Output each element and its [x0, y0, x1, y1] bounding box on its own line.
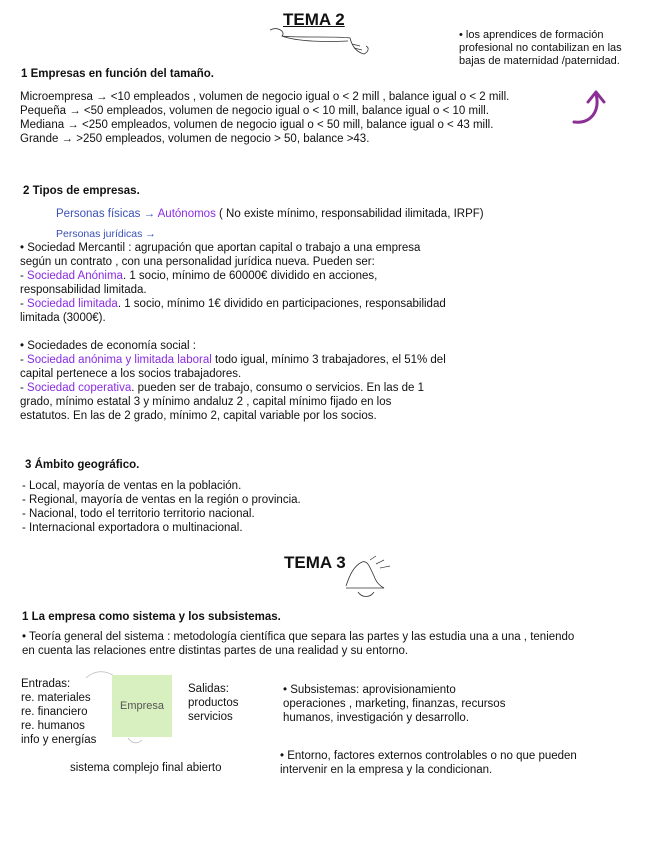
coop-line: grado, mínimo estatal 3 y mínimo andaluz 2 , capital mínimo fijado en los: [20, 396, 392, 408]
tamano-line: Microempresa → <10 empleados , volumen de negocio igual o < 2 mill , balance igual o < 2 mill.: [20, 91, 510, 103]
sa-detail: . 1 socio, mínimo de 60000€ dividido en acciones,: [122, 270, 378, 282]
subsistemas-line: operaciones , marketing, finanzas, recursos: [283, 698, 506, 710]
teoria-line: en cuenta las relaciones entre distintas partes de una realidad y su entorno.: [22, 645, 409, 657]
ambito-line: - Regional, mayoría de ventas en la región o provincia.: [22, 494, 301, 506]
sistema-caption: sistema complejo final abierto: [70, 762, 222, 774]
sa-label: Sociedad Anónima: [27, 270, 123, 282]
mercantil-line: • Sociedad Mercantil : agrupación que aportan capital o trabajo a una empresa: [20, 242, 421, 254]
salidas-line: productos: [188, 697, 239, 709]
entradas-line: re. financiero: [21, 706, 88, 718]
personas-fisicas-line: [56, 207, 484, 221]
personas-fisicas-label: Personas físicas: [56, 208, 141, 220]
sa-line2: responsabilidad limitada.: [20, 284, 147, 296]
salidas-line: servicios: [188, 711, 233, 723]
ambito-line: - Internacional exportadora o multinacional.: [22, 522, 243, 534]
entradas-line: re. materiales: [21, 692, 91, 704]
empresa-label: Empresa: [119, 700, 165, 712]
section-sistema-heading: 1 La empresa como sistema y los subsistemas.: [22, 611, 281, 623]
entorno-block: [280, 749, 577, 777]
section-tamano-heading: 1 Empresas en función del tamaño.: [21, 68, 214, 80]
section-ambito-heading: 3 Ámbito geográfico.: [25, 459, 140, 471]
sal-line: - Sociedad anónima y limitada laboral todo igual, mínimo 3 trabajadores, el 51% del: [20, 354, 446, 366]
note-line: • los aprendices de formación: [459, 29, 604, 41]
teoria-block: [22, 630, 574, 658]
entradas-list: [21, 677, 96, 747]
note-line: bajas de maternidad /paternidad.: [459, 55, 620, 67]
social-line: • Sociedades de economía social :: [20, 340, 196, 352]
arrow: →: [140, 208, 158, 220]
aprendices-note: [459, 29, 622, 68]
sl-detail: . 1 socio, mínimo 1€ dividido en participaciones, responsabilidad: [117, 298, 446, 310]
ambito-line: - Local, mayoría de ventas en la población.: [22, 480, 242, 492]
coop-detail: . pueden ser de trabajo, consumo o servicios. En las de 1: [131, 382, 425, 394]
flow-arrow-icon: [126, 736, 146, 746]
entorno-line: • Entorno, factores externos controlables o no que pueden: [280, 750, 577, 762]
sl-line2: limitada (3000€).: [20, 312, 106, 324]
mercantil-line: según un contrato , con una personalidad jurídica nueva. Pueden ser:: [20, 256, 375, 268]
sa-line: - Sociedad Anónima. 1 socio, mínimo de 60000€ dividido en acciones,: [20, 270, 378, 282]
section-tipos-heading: 2 Tipos de empresas.: [23, 185, 140, 197]
doodle-bell-icon: [340, 552, 396, 600]
coop-line: - Sociedad coperativa. pueden ser de trabajo, consumo o servicios. En las de 1: [20, 382, 425, 394]
salidas-list: [188, 682, 239, 724]
personas-juridicas-label: Personas jurídicas →: [56, 228, 156, 240]
sal-detail: todo igual, mínimo 3 trabajadores, el 51% del: [211, 354, 446, 366]
curved-arrow-icon: [570, 88, 610, 128]
tamano-line: Grande → >250 empleados, volumen de negocio > 50, balance >43.: [20, 133, 370, 145]
coop-label: Sociedad coperativa: [27, 382, 132, 394]
subsistemas-line: humanos, investigación y desarrollo.: [283, 712, 470, 724]
autonomos-label: Autónomos: [157, 208, 216, 220]
sociedades-block: [20, 241, 446, 423]
teoria-line: • Teoría general del sistema : metodología científica que separa las partes y las estudia una a una , teniendo: [22, 631, 575, 643]
tema3-title: TEMA 3: [284, 553, 346, 572]
subsistemas-block: [283, 683, 505, 725]
entradas-line: Entradas:: [21, 678, 71, 690]
empresa-box: [112, 675, 172, 737]
doodle-hand-icon: [268, 24, 378, 58]
sl-line: - Sociedad limitada. 1 socio, mínimo 1€ dividido en participaciones, responsabilidad: [20, 298, 446, 310]
subsistemas-line: • Subsistemas: aprovisionamiento: [283, 684, 456, 696]
sal-label: Sociedad anónima y limitada laboral: [27, 354, 212, 366]
salidas-line: Salidas:: [188, 683, 229, 695]
tamano-list: [20, 90, 509, 146]
ambito-line: - Nacional, todo el territorio territorio nacional.: [22, 508, 255, 520]
entradas-line: re. humanos: [21, 720, 85, 732]
ambito-list: [22, 479, 301, 535]
entorno-line: intervenir en la empresa y la condicionan.: [280, 764, 493, 776]
tamano-line: Mediana → <250 empleados, volumen de negocio igual o < 50 mill, balance igual o < 43 mill.: [20, 119, 494, 131]
sl-label: Sociedad limitada: [27, 298, 118, 310]
entradas-line: info y energías: [21, 734, 97, 746]
sal-line2: capital pertenece a los socios trabajadores.: [20, 368, 242, 380]
tamano-line: Pequeña → <50 empleados, volumen de negocio igual o < 10 mill, balance igual o < 10 mill.: [20, 105, 489, 117]
note-line: profesional no contabilizan en las: [459, 42, 622, 54]
fisicas-detail: ( No existe mínimo, responsabilidad ilimitada, IRPF): [215, 208, 484, 220]
coop-line: estatutos. En las de 2 grado, mínimo 2, capital variable por los socios.: [20, 410, 377, 422]
tema2-title: TEMA 2: [283, 10, 345, 29]
